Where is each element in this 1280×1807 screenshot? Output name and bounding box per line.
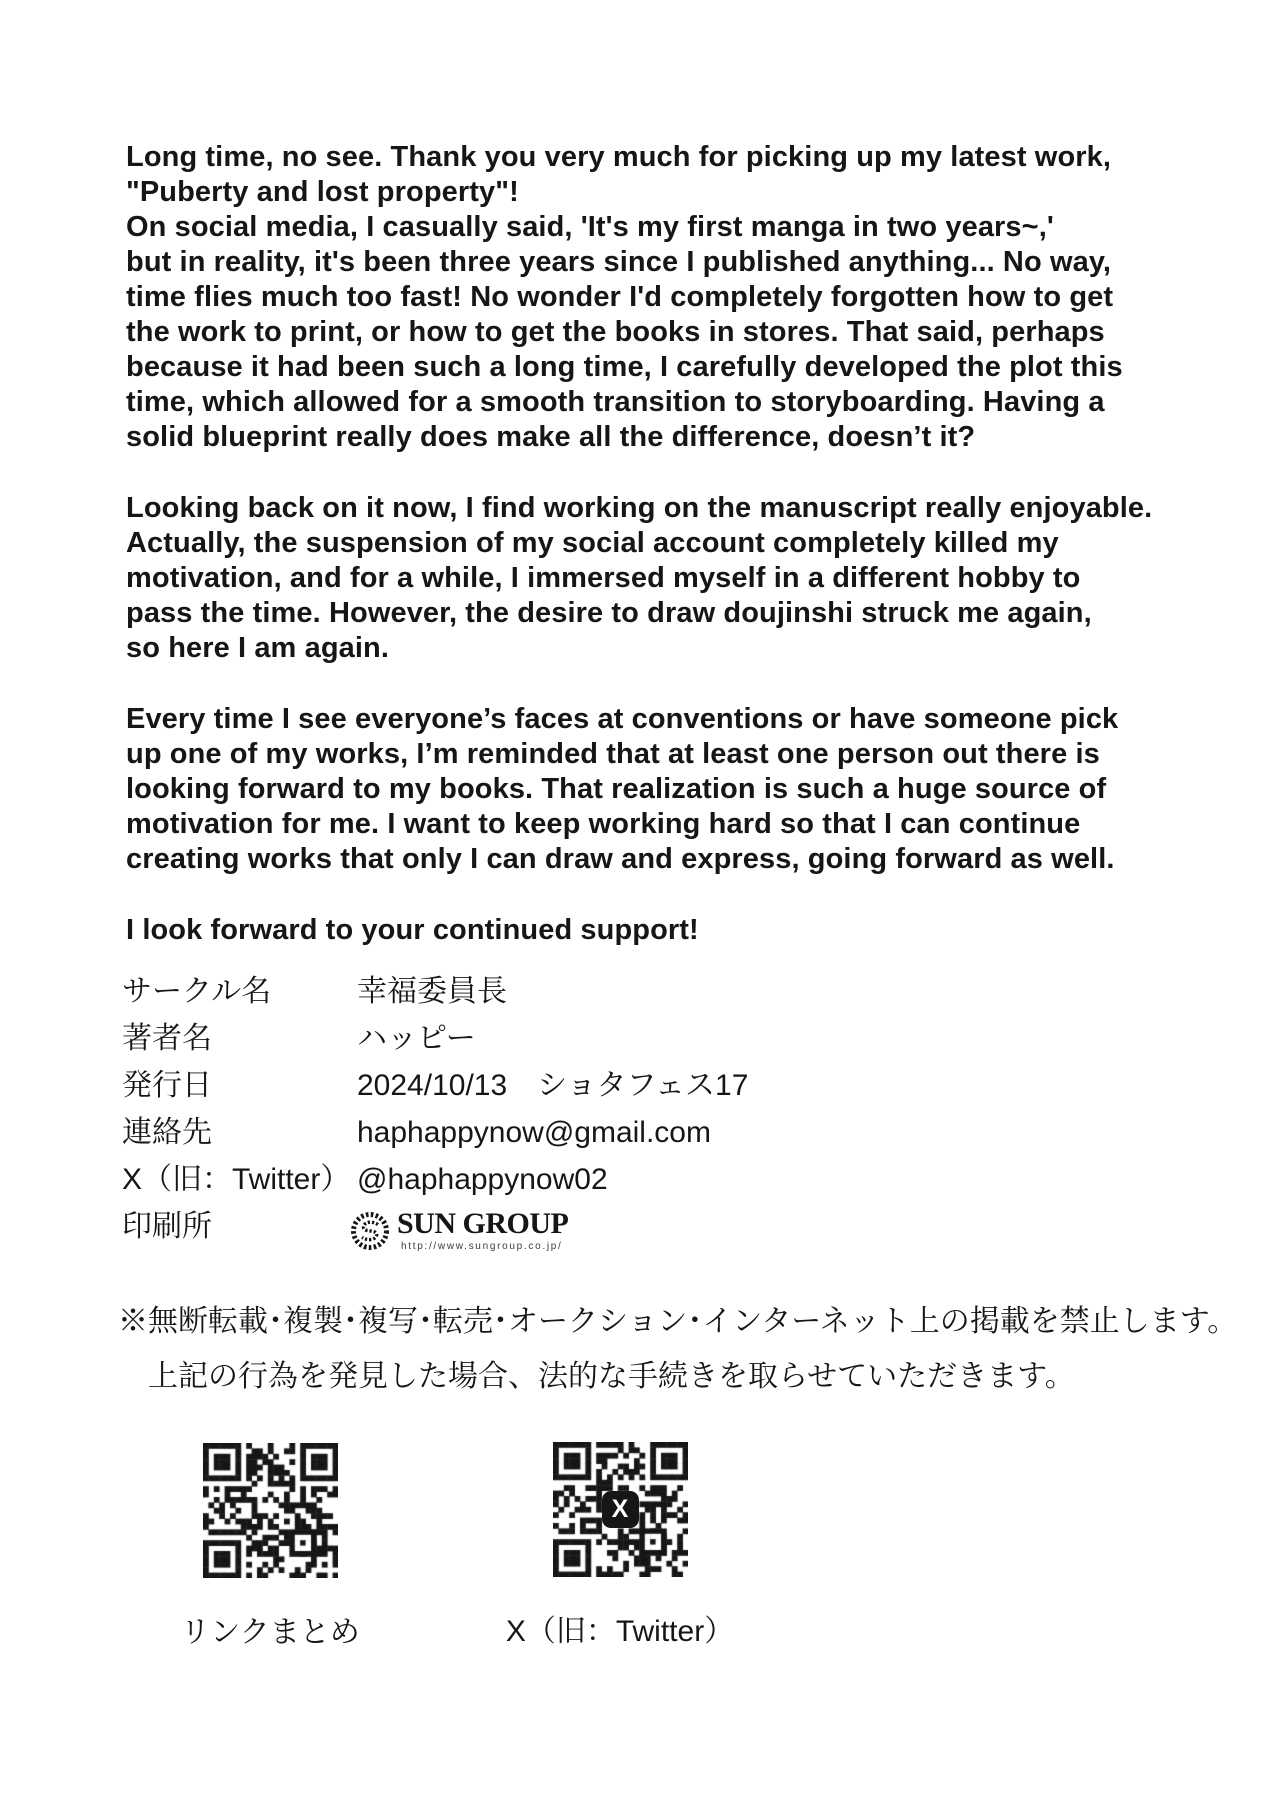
credit-row (122, 1156, 748, 1203)
text-line: so here I am again. (126, 632, 389, 664)
text-line: up one of my works, I’m reminded that at least one person out there is (126, 738, 1100, 770)
sun-group-stamp-icon (350, 1211, 390, 1251)
credit-label: 連絡先 (122, 1116, 212, 1149)
text-line: Long time, no see. Thank you very much for picking up my latest work, (126, 141, 1112, 173)
text-line: but in reality, it's been three years since I published anything... No way, (126, 246, 1112, 278)
qr-code-links-icon (203, 1443, 338, 1578)
credit-value: 2024/10/13 ショタフェス17 (357, 1069, 749, 1102)
credit-label: サークル名 (122, 975, 272, 1008)
text-line: I look forward to your continued support! (126, 914, 699, 946)
credit-value: 幸福委員長 (357, 975, 507, 1008)
text-line: Actually, the suspension of my social account completely killed my (126, 527, 1059, 559)
qr-block-links (160, 1443, 380, 1651)
credit-label: 印刷所 (122, 1210, 212, 1243)
text-line: because it had been such a long time, I carefully developed the plot this (126, 351, 1123, 383)
credit-value: ハッピー (357, 1022, 476, 1055)
sun-group-name: SUN GROUP (397, 1207, 569, 1240)
text-line: motivation, and for a while, I immersed myself in a different hobby to (126, 562, 1081, 594)
qr-label-links: リンクまとめ (180, 1616, 360, 1649)
credit-label: X（旧：Twitter） (122, 1163, 351, 1196)
text-line: creating works that only I can draw and express, going forward as well. (126, 843, 1115, 875)
text-line: time, which allowed for a smooth transition to storyboarding. Having a (126, 386, 1105, 418)
credit-row (122, 1015, 748, 1062)
afterword-paragraph (126, 491, 1152, 666)
text-line: Looking back on it now, I find working on the manuscript really enjoyable. (126, 492, 1153, 524)
qr-block-x (505, 1442, 735, 1650)
disclaimer-line-1: ※無断転載･複製･複写･転売･オークション･インターネット上の掲載を禁止します。 (118, 1305, 1238, 1338)
credit-label: 発行日 (122, 1069, 212, 1102)
sun-group-url: http://www.sungroup.co.jp/ (401, 1241, 563, 1252)
text-line: time flies much too fast! No wonder I'd completely forgotten how to get (126, 281, 1114, 313)
disclaimer-line-2: 上記の行為を発見した場合、法的な手続きを取らせていただきます。 (148, 1360, 1075, 1393)
text-line: On social media, I casually said, 'It's my first manga in two years~,' (126, 211, 1054, 243)
text-line: looking forward to my books. That realization is such a huge source of (126, 773, 1107, 805)
credit-value: @haphappynow02 (357, 1163, 608, 1196)
x-logo-icon (602, 1491, 639, 1528)
afterword-paragraph (126, 702, 1152, 877)
afterword-text (126, 140, 1152, 984)
credit-label: 著者名 (122, 1022, 212, 1055)
sun-group-logo (350, 1209, 580, 1263)
qr-label-x: X（旧：Twitter） (505, 1615, 735, 1648)
qr-code-links (203, 1443, 338, 1578)
credit-value: haphappynow@gmail.com (357, 1116, 711, 1149)
x-logo-glyph: X (611, 1495, 629, 1523)
text-line: motivation for me. I want to keep working hard so that I can continue (126, 808, 1081, 840)
qr-code-x (553, 1442, 688, 1577)
credit-row (122, 968, 748, 1015)
afterword-paragraph (126, 140, 1152, 455)
afterword-paragraph (126, 913, 1152, 948)
text-line: Every time I see everyone’s faces at conventions or have someone pick (126, 703, 1119, 735)
credit-row (122, 1109, 748, 1156)
text-line: the work to print, or how to get the books in stores. That said, perhaps (126, 316, 1105, 348)
text-line: pass the time. However, the desire to draw doujinshi struck me again, (126, 597, 1092, 629)
credit-row (122, 1062, 748, 1109)
text-line: "Puberty and lost property"! (126, 176, 519, 208)
text-line: solid blueprint really does make all the difference, doesn’t it? (126, 421, 976, 453)
